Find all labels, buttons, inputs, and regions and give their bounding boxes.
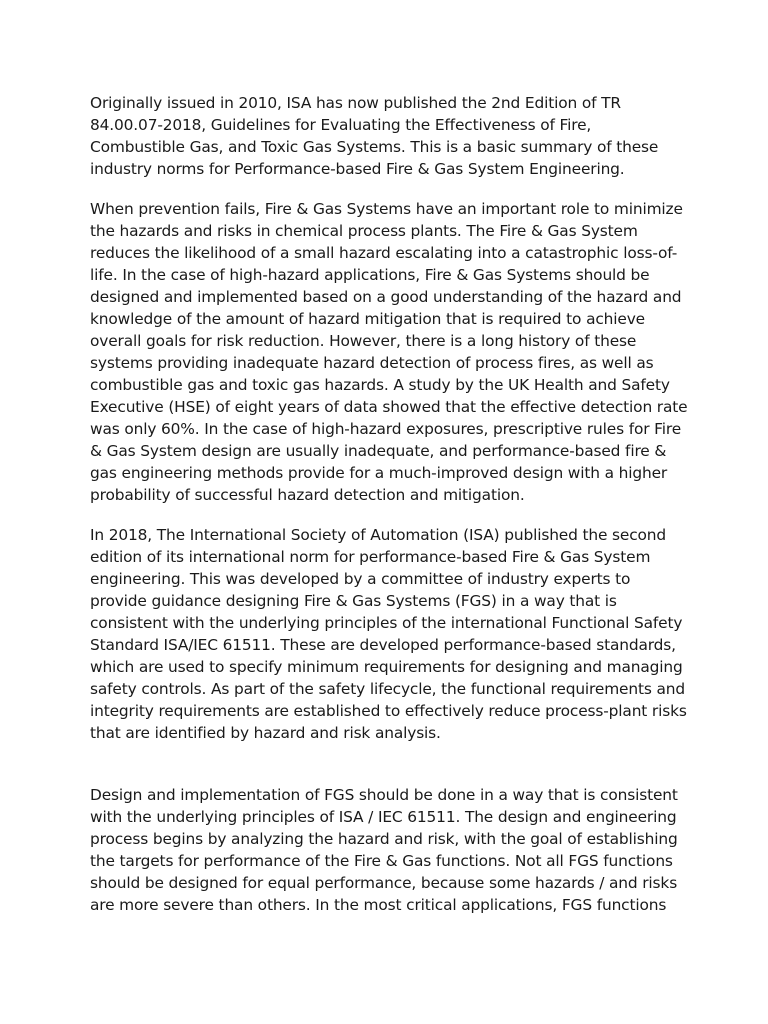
paragraph-isa-2018: In 2018, The International Society of Automation (ISA) published the second edition of its international norm for performance-based Fire & Gas System engineering. This was developed by a committee of industry experts to provide guidance designing Fire & Gas Systems (FGS) in a way that is consistent with the underlying principles of the international Functional Safety Standard ISA/IEC 61511. These are developed performance-based standards, which are used to specify minimum requirements for designing and managing safety controls. As part of the safety lifecycle, the functional requirements and integrity requirements are established to effectively reduce process-plant risks that are identified by hazard and risk analysis.	[90, 526, 687, 742]
paragraph-intro: Originally issued in 2010, ISA has now published the 2nd Edition of TR 84.00.07-2018, Guidelines for Evaluating the Effectiveness of Fire, Combustible Gas, and Toxic Gas Systems. This is a basic summary of these industry norms for Performance-based Fire & Gas System Engineering.	[90, 94, 659, 178]
paragraph-prevention: When prevention fails, Fire & Gas Systems have an important role to minimize the hazards and risks in chemical process plants. The Fire & Gas System reduces the likelihood of a small hazard escalating into a catastrophic loss-of-life. In the case of high-hazard applications, Fire & Gas Systems should be designed and implemented based on a good understanding of the hazard and knowledge of the amount of hazard mitigation that is required to achieve overall goals for risk reduction. However, there is a long history of these systems providing inadequate hazard detection of process fires, as well as combustible gas and toxic gas hazards. A study by the UK Health and Safety Executive (HSE) of eight years of data showed that the effective detection rate was only 60%. In the case of high-hazard exposures, prescriptive rules for Fire & Gas System design are usually inadequate, and performance-based fire & gas engineering methods provide for a much-improved design with a higher probability of successful hazard detection and mitigation.	[90, 200, 688, 504]
paragraph-design-implementation: Design and implementation of FGS should be done in a way that is consistent with the underlying principles of ISA / IEC 61511. The design and engineering process begins by analyzing the hazard and risk, with the goal of establishing the targets for performance of the Fire & Gas functions. Not all FGS functions should be designed for equal performance, because some hazards / and risks are more severe than others. In the most critical applications, FGS functions	[90, 786, 678, 914]
document-body	[90, 92, 688, 934]
